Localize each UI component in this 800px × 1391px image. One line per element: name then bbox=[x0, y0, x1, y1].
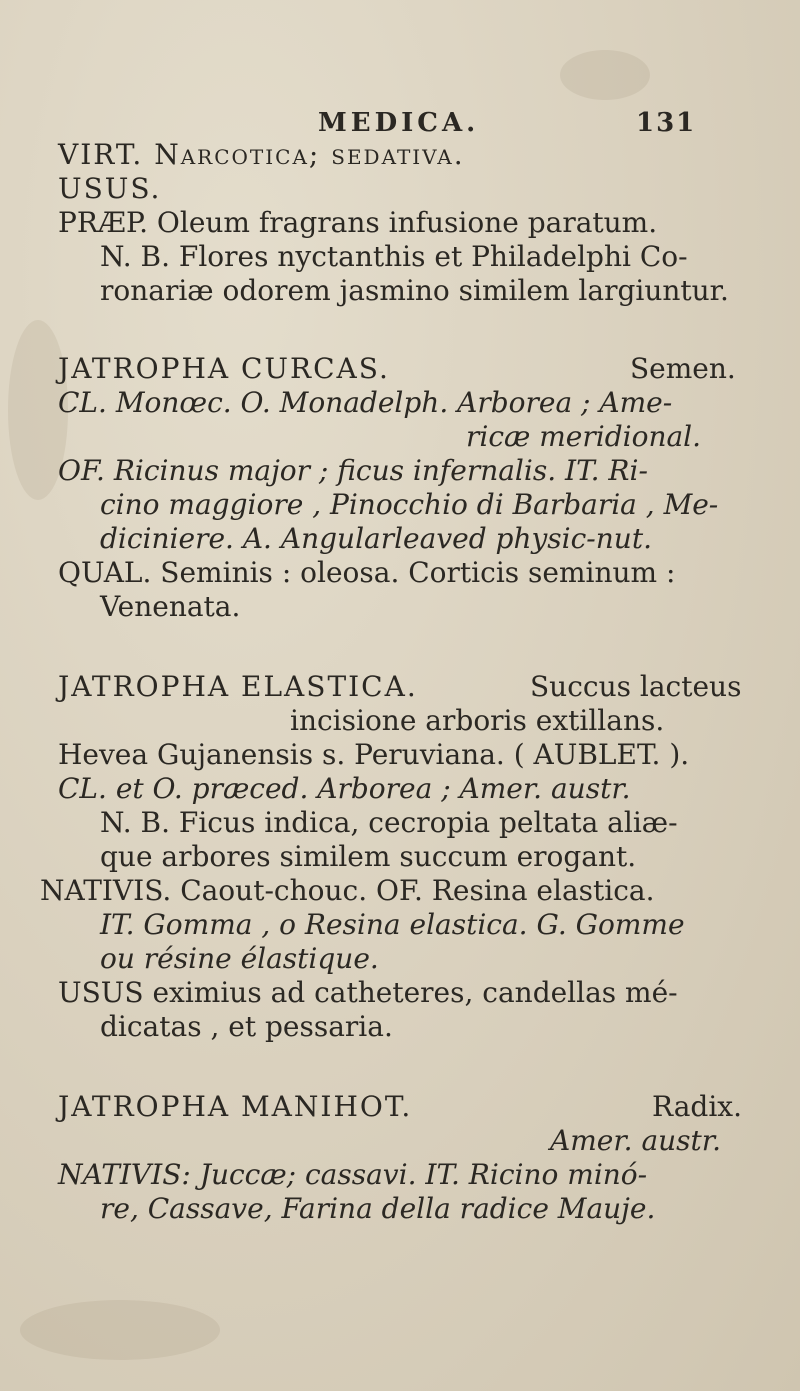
text-line: QUAL. Seminis : oleosa. Corticis seminum : bbox=[58, 556, 676, 589]
text-line: VIRT. Narcotica; sedativa. bbox=[58, 138, 465, 171]
text-line: CL. Monœc. O. Monadelph. Arborea ; Ame- bbox=[58, 386, 673, 419]
text-line: que arbores similem succum erogant. bbox=[100, 840, 637, 873]
text-line: ronariæ odorem jasmino similem largiuntur. bbox=[100, 274, 729, 307]
entry-part: Succus lacteus bbox=[530, 670, 742, 703]
text-line: cino maggiore , Pinocchio di Barbaria , Me- bbox=[100, 488, 719, 521]
text-line: Venenata. bbox=[100, 590, 241, 623]
text-line: incisione arboris extillans. bbox=[290, 704, 665, 737]
text-line: ou résine élastique. bbox=[100, 942, 379, 975]
entry-heading: JATROPHA CURCAS. bbox=[58, 352, 390, 385]
text-line: OF. Ricinus major ; ficus infernalis. IT. Ri- bbox=[58, 454, 648, 487]
paper-stain bbox=[560, 50, 650, 100]
text-line: CL. et O. præced. Arborea ; Amer. austr. bbox=[58, 772, 631, 805]
text-line: dicatas , et pessaria. bbox=[100, 1010, 393, 1043]
running-title: MEDICA. bbox=[318, 108, 480, 138]
text-line: USUS eximius ad catheteres, candellas mé- bbox=[58, 976, 678, 1009]
text-line: N. B. Flores nyctanthis et Philadelphi Co- bbox=[100, 240, 688, 273]
text-line: NATIVIS: Juccæ; cassavi. IT. Ricino minó- bbox=[58, 1158, 648, 1191]
text-line: re, Cassave, Farina della radice Mauje. bbox=[100, 1192, 656, 1225]
text-line: NATIVIS. Caout-chouc. OF. Resina elastica. bbox=[40, 874, 655, 907]
text-line: USUS. bbox=[58, 172, 162, 205]
entry-part: Semen. bbox=[630, 352, 736, 385]
text-line: PRÆP. Oleum fragrans infusione paratum. bbox=[58, 206, 658, 239]
entry-heading: JATROPHA MANIHOT. bbox=[58, 1090, 413, 1123]
entry-part: Radix. bbox=[652, 1090, 742, 1123]
paper-stain bbox=[20, 1300, 220, 1360]
page-number: 131 bbox=[636, 108, 697, 138]
text-line: Hevea Gujanensis s. Peruviana. ( AUBLET. ). bbox=[58, 738, 690, 771]
text-line: diciniere. A. Angularleaved physic-nut. bbox=[100, 522, 652, 555]
text-line: N. B. Ficus indica, cecropia peltata aliæ- bbox=[100, 806, 678, 839]
entry-heading: JATROPHA ELASTICA. bbox=[58, 670, 418, 703]
running-header bbox=[318, 108, 738, 138]
text-line: Amer. austr. bbox=[550, 1124, 722, 1157]
text-line: ricæ meridional. bbox=[466, 420, 702, 453]
text-line: IT. Gomma , o Resina elastica. G. Gomme bbox=[100, 908, 685, 941]
